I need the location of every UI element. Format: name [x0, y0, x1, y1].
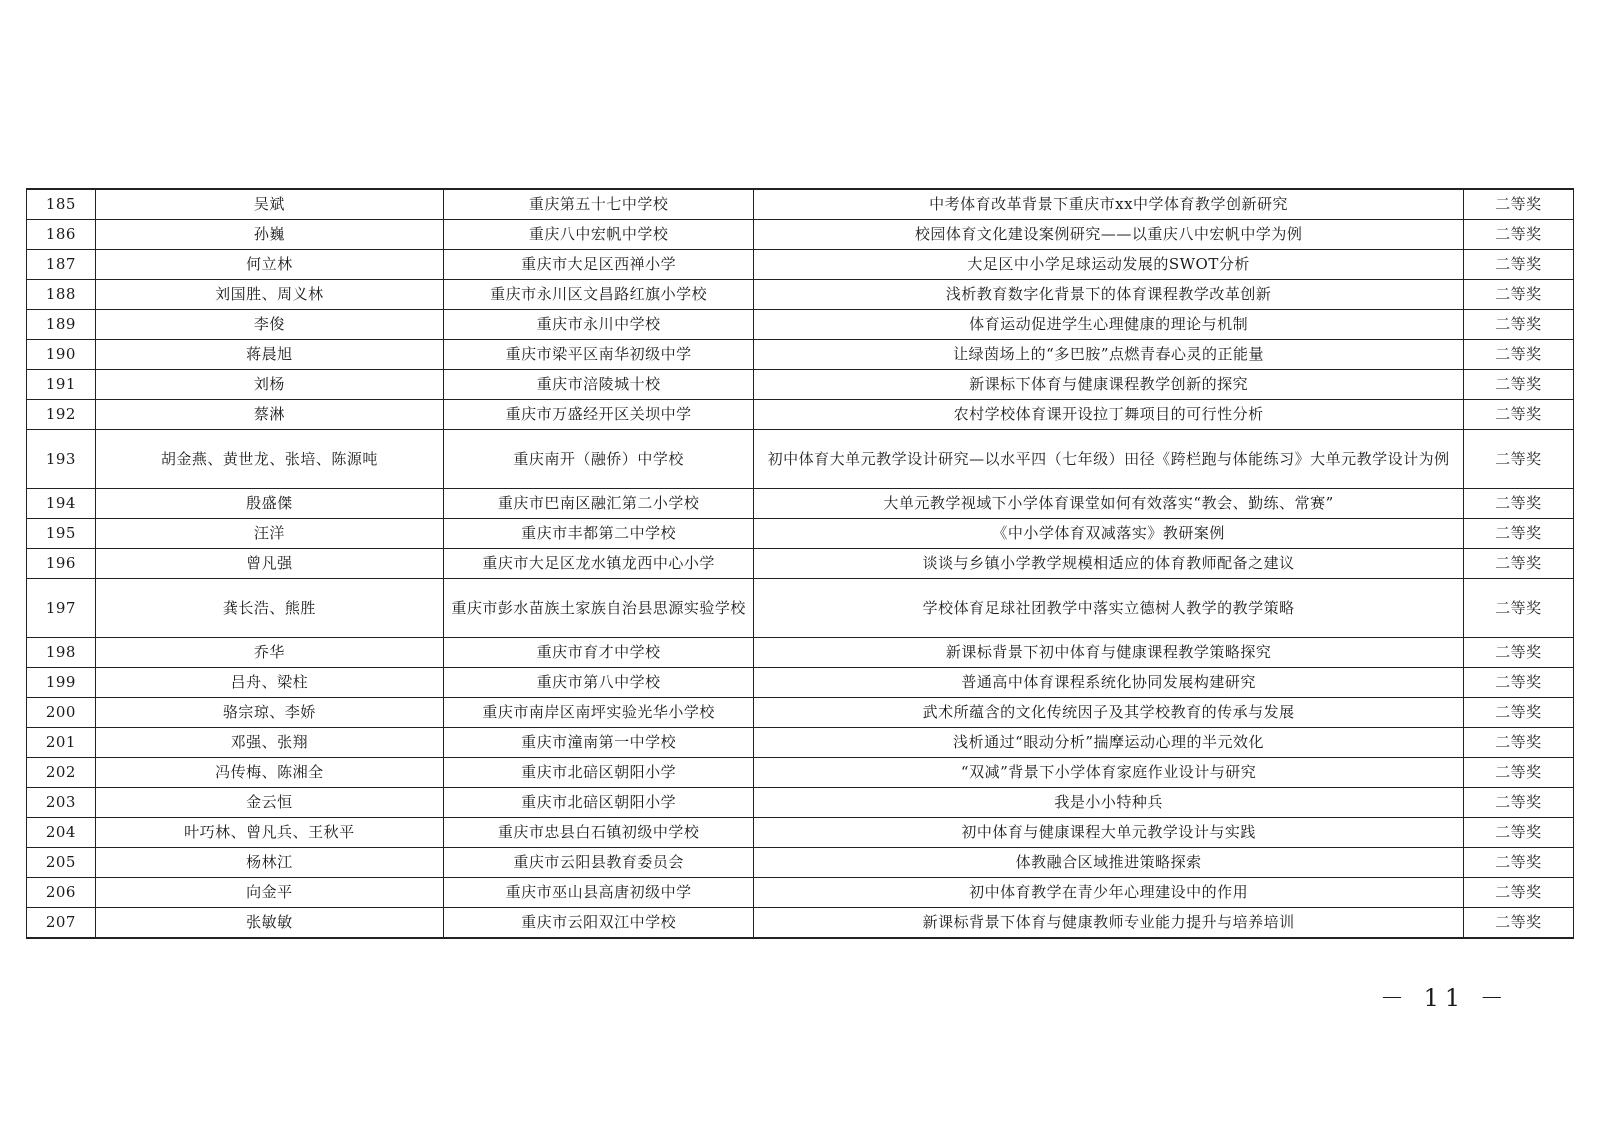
paper-title: “双减”背景下小学体育家庭作业设计与研究 [754, 758, 1463, 788]
prize-level: 二等奖 [1463, 220, 1573, 250]
table-row [27, 370, 1574, 400]
author-names: 汪洋 [95, 519, 443, 549]
author-names: 乔华 [95, 638, 443, 668]
table-row [27, 220, 1574, 250]
paper-title: 学校体育足球社团教学中落实立德树人教学的教学策略 [754, 579, 1463, 638]
prize-level: 二等奖 [1463, 250, 1573, 280]
row-number: 197 [27, 579, 96, 638]
paper-title: 新课标背景下初中体育与健康课程教学策略探究 [754, 638, 1463, 668]
school-name: 重庆市大足区龙水镇龙西中心小学 [443, 549, 754, 579]
author-names: 胡金燕、黄世龙、张培、陈源吨 [95, 430, 443, 489]
school-name: 重庆市云阳县教育委员会 [443, 848, 754, 878]
school-name: 重庆市巴南区融汇第二小学校 [443, 489, 754, 519]
paper-title: 普通高中体育课程系统化协同发展构建研究 [754, 668, 1463, 698]
prize-level: 二等奖 [1463, 489, 1573, 519]
paper-title: 大足区中小学足球运动发展的SWOT分析 [754, 250, 1463, 280]
paper-title: 《中小学体育双减落实》教研案例 [754, 519, 1463, 549]
author-names: 蔡淋 [95, 400, 443, 430]
table-row [27, 549, 1574, 579]
row-number: 207 [27, 908, 96, 939]
table-row [27, 908, 1574, 939]
prize-level: 二等奖 [1463, 698, 1573, 728]
row-number: 203 [27, 788, 96, 818]
prize-level: 二等奖 [1463, 878, 1573, 908]
row-number: 196 [27, 549, 96, 579]
table-row [27, 340, 1574, 370]
school-name: 重庆市南岸区南坪实验光华小学校 [443, 698, 754, 728]
row-number: 206 [27, 878, 96, 908]
row-number: 200 [27, 698, 96, 728]
table-row [27, 668, 1574, 698]
table-row [27, 400, 1574, 430]
prize-level: 二等奖 [1463, 370, 1573, 400]
row-number: 198 [27, 638, 96, 668]
author-names: 孙巍 [95, 220, 443, 250]
row-number: 185 [27, 189, 96, 220]
prize-level: 二等奖 [1463, 310, 1573, 340]
table-row [27, 878, 1574, 908]
author-names: 骆宗琼、李娇 [95, 698, 443, 728]
school-name: 重庆市永川中学校 [443, 310, 754, 340]
page-number: － 11 － [1380, 984, 1510, 1012]
school-name: 重庆八中宏帆中学校 [443, 220, 754, 250]
author-names: 李俊 [95, 310, 443, 340]
school-name: 重庆市忠县白石镇初级中学校 [443, 818, 754, 848]
school-name: 重庆第五十七中学校 [443, 189, 754, 220]
author-names: 杨林江 [95, 848, 443, 878]
table-row [27, 250, 1574, 280]
school-name: 重庆市育才中学校 [443, 638, 754, 668]
paper-title: 谈谈与乡镇小学教学规模相适应的体育教师配备之建议 [754, 549, 1463, 579]
author-names: 冯传梅、陈湘全 [95, 758, 443, 788]
paper-title: 新课标下体育与健康课程教学创新的探究 [754, 370, 1463, 400]
prize-level: 二等奖 [1463, 908, 1573, 939]
school-name: 重庆市彭水苗族土家族自治县思源实验学校 [443, 579, 754, 638]
paper-title: 新课标背景下体育与健康教师专业能力提升与培养培训 [754, 908, 1463, 939]
row-number: 188 [27, 280, 96, 310]
prize-level: 二等奖 [1463, 189, 1573, 220]
school-name: 重庆市北碚区朝阳小学 [443, 788, 754, 818]
prize-level: 二等奖 [1463, 818, 1573, 848]
prize-level: 二等奖 [1463, 519, 1573, 549]
prize-level: 二等奖 [1463, 430, 1573, 489]
school-name: 重庆市丰都第二中学校 [443, 519, 754, 549]
prize-level: 二等奖 [1463, 549, 1573, 579]
paper-title: 初中体育与健康课程大单元教学设计与实践 [754, 818, 1463, 848]
row-number: 186 [27, 220, 96, 250]
award-table [26, 188, 1574, 939]
school-name: 重庆市万盛经开区关坝中学 [443, 400, 754, 430]
school-name: 重庆市涪陵城十校 [443, 370, 754, 400]
table-row [27, 579, 1574, 638]
table-row [27, 818, 1574, 848]
author-names: 吴斌 [95, 189, 443, 220]
paper-title: 校园体育文化建设案例研究——以重庆八中宏帆中学为例 [754, 220, 1463, 250]
row-number: 205 [27, 848, 96, 878]
table-row [27, 788, 1574, 818]
author-names: 龚长浩、熊胜 [95, 579, 443, 638]
award-table-body [27, 189, 1574, 938]
prize-level: 二等奖 [1463, 280, 1573, 310]
row-number: 194 [27, 489, 96, 519]
prize-level: 二等奖 [1463, 400, 1573, 430]
table-row [27, 758, 1574, 788]
table-row [27, 848, 1574, 878]
paper-title: 浅析通过“眼动分析”揣摩运动心理的半元效化 [754, 728, 1463, 758]
table-row [27, 698, 1574, 728]
author-names: 刘杨 [95, 370, 443, 400]
row-number: 201 [27, 728, 96, 758]
author-names: 邓强、张翔 [95, 728, 443, 758]
author-names: 叶巧林、曾凡兵、王秋平 [95, 818, 443, 848]
row-number: 193 [27, 430, 96, 489]
author-names: 曾凡强 [95, 549, 443, 579]
paper-title: 浅析教育数字化背景下的体育课程教学改革创新 [754, 280, 1463, 310]
author-names: 吕舟、梁柱 [95, 668, 443, 698]
paper-title: 中考体育改革背景下重庆市xx中学体育教学创新研究 [754, 189, 1463, 220]
school-name: 重庆南开（融侨）中学校 [443, 430, 754, 489]
row-number: 189 [27, 310, 96, 340]
table-row [27, 189, 1574, 220]
paper-title: 我是小小特种兵 [754, 788, 1463, 818]
prize-level: 二等奖 [1463, 638, 1573, 668]
school-name: 重庆市云阳双江中学校 [443, 908, 754, 939]
table-row [27, 280, 1574, 310]
school-name: 重庆市第八中学校 [443, 668, 754, 698]
school-name: 重庆市永川区文昌路红旗小学校 [443, 280, 754, 310]
author-names: 蒋晨旭 [95, 340, 443, 370]
prize-level: 二等奖 [1463, 848, 1573, 878]
row-number: 199 [27, 668, 96, 698]
paper-title: 初中体育大单元教学设计研究—以水平四（七年级）田径《跨栏跑与体能练习》大单元教学设计为例 [754, 430, 1463, 489]
row-number: 202 [27, 758, 96, 788]
row-number: 190 [27, 340, 96, 370]
table-row [27, 489, 1574, 519]
row-number: 204 [27, 818, 96, 848]
prize-level: 二等奖 [1463, 758, 1573, 788]
school-name: 重庆市大足区西禅小学 [443, 250, 754, 280]
author-names: 何立林 [95, 250, 443, 280]
prize-level: 二等奖 [1463, 788, 1573, 818]
paper-title: 体育运动促进学生心理健康的理论与机制 [754, 310, 1463, 340]
author-names: 刘国胜、周义林 [95, 280, 443, 310]
school-name: 重庆市潼南第一中学校 [443, 728, 754, 758]
paper-title: 武术所蕴含的文化传统因子及其学校教育的传承与发展 [754, 698, 1463, 728]
author-names: 向金平 [95, 878, 443, 908]
author-names: 张敏敏 [95, 908, 443, 939]
paper-title: 大单元教学视域下小学体育课堂如何有效落实“教会、勤练、常赛” [754, 489, 1463, 519]
prize-level: 二等奖 [1463, 579, 1573, 638]
paper-title: 体教融合区域推进策略探索 [754, 848, 1463, 878]
table-row [27, 638, 1574, 668]
row-number: 192 [27, 400, 96, 430]
prize-level: 二等奖 [1463, 668, 1573, 698]
school-name: 重庆市梁平区南华初级中学 [443, 340, 754, 370]
school-name: 重庆市北碚区朝阳小学 [443, 758, 754, 788]
table-row [27, 519, 1574, 549]
paper-title: 农村学校体育课开设拉丁舞项目的可行性分析 [754, 400, 1463, 430]
prize-level: 二等奖 [1463, 340, 1573, 370]
author-names: 金云恒 [95, 788, 443, 818]
row-number: 191 [27, 370, 96, 400]
paper-title: 让绿茵场上的“多巴胺”点燃青春心灵的正能量 [754, 340, 1463, 370]
paper-title: 初中体育教学在青少年心理建设中的作用 [754, 878, 1463, 908]
row-number: 195 [27, 519, 96, 549]
table-row [27, 310, 1574, 340]
author-names: 殷盛傑 [95, 489, 443, 519]
prize-level: 二等奖 [1463, 728, 1573, 758]
row-number: 187 [27, 250, 96, 280]
school-name: 重庆市巫山县高唐初级中学 [443, 878, 754, 908]
table-row [27, 430, 1574, 489]
table-row [27, 728, 1574, 758]
